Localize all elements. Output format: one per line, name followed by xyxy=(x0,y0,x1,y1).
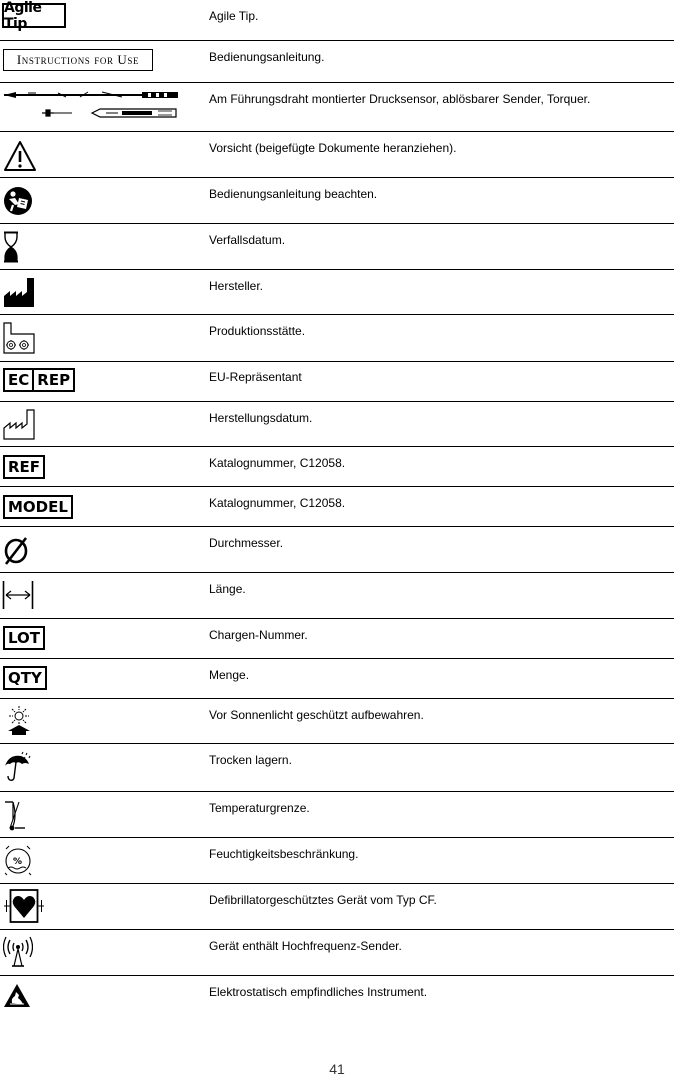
guidewire-torquer-diagram xyxy=(2,89,178,121)
symbol-description: Temperaturgrenze. xyxy=(209,801,310,815)
ec-rep-label xyxy=(3,368,75,392)
svg-text:%: % xyxy=(13,857,23,867)
length-icon xyxy=(2,579,34,611)
table-row xyxy=(0,362,674,402)
consult-manual-icon xyxy=(3,186,33,216)
keep-dry-icon xyxy=(3,750,33,782)
model-label xyxy=(3,495,73,519)
table-row xyxy=(0,838,674,884)
symbol-description: Elektrostatisch empfindliches Instrument. xyxy=(209,985,428,999)
table-row xyxy=(0,41,674,83)
defibrillation-proof-cf-icon xyxy=(3,888,45,924)
table-row xyxy=(0,487,674,527)
symbol-description: Katalognummer, C12058. xyxy=(209,456,346,470)
symbol-description: Produktionsstätte. xyxy=(209,324,306,338)
table-row xyxy=(0,573,674,619)
qty-label-text: QTY xyxy=(3,666,47,690)
esd-sensitive-icon xyxy=(3,983,31,1009)
table-row xyxy=(0,315,674,362)
table-row xyxy=(0,402,674,447)
humidity-limit-icon xyxy=(3,843,33,877)
symbol-description: Durchmesser. xyxy=(209,536,284,550)
table-row xyxy=(0,792,674,838)
symbol-description: Menge. xyxy=(209,668,250,682)
hourglass-icon xyxy=(3,231,19,263)
table-row xyxy=(0,447,674,487)
table-row xyxy=(0,976,674,1024)
symbol-description: Herstellungsdatum. xyxy=(209,411,313,425)
symbol-description: Vor Sonnenlicht geschützt aufbewahren. xyxy=(209,708,424,722)
table-row xyxy=(0,270,674,315)
rep-label-text: REP xyxy=(37,371,71,389)
table-row xyxy=(0,930,674,976)
manufacture-date-icon xyxy=(3,408,35,440)
model-label-text: MODEL xyxy=(3,495,73,519)
table-row xyxy=(0,744,674,792)
table-row xyxy=(0,224,674,270)
symbol-description: Bedienungsanleitung. xyxy=(209,50,325,64)
symbol-description: Katalognummer, C12058. xyxy=(209,496,346,510)
symbol-description: Agile Tip. xyxy=(209,9,259,23)
lot-label xyxy=(3,626,45,650)
ref-label xyxy=(3,455,45,479)
lot-label-text: LOT xyxy=(3,626,45,650)
diameter-icon xyxy=(3,537,29,565)
table-row xyxy=(0,699,674,744)
table-row xyxy=(0,884,674,930)
table-row xyxy=(0,619,674,659)
instructions-for-use-text: Instructions for Use xyxy=(16,52,140,67)
page-number: 41 xyxy=(329,1061,345,1077)
ref-label-text: REF xyxy=(3,455,45,479)
symbol-description: Gerät enthält Hochfrequenz-Sender. xyxy=(209,939,402,953)
symbol-description: Trocken lagern. xyxy=(209,753,292,767)
symbol-description: Hersteller. xyxy=(209,279,264,293)
manufacturer-icon xyxy=(3,276,35,308)
table-row xyxy=(0,178,674,224)
symbol-description: Verfallsdatum. xyxy=(209,233,286,247)
symbol-description: Bedienungsanleitung beachten. xyxy=(209,187,378,201)
symbol-description: EU-Repräsentant xyxy=(209,370,302,384)
symbol-description: Defibrillatorgeschütztes Gerät vom Typ CF. xyxy=(209,893,437,907)
temperature-limit-icon xyxy=(3,798,27,832)
caution-icon xyxy=(3,140,37,172)
keep-from-sunlight-icon xyxy=(4,704,34,736)
qty-label xyxy=(3,666,47,690)
instructions-for-use-label xyxy=(3,49,153,71)
table-row xyxy=(0,132,674,178)
table-row xyxy=(0,527,674,573)
symbol-description: Vorsicht (beigefügte Dokumente heranziehen). xyxy=(209,141,457,155)
symbol-description: Am Führungsdraht montierter Drucksensor, ablösbarer Sender, Torquer. xyxy=(209,92,591,106)
symbol-description: Chargen-Nummer. xyxy=(209,628,308,642)
table-row xyxy=(0,0,674,41)
ec-label-text: EC xyxy=(5,370,34,390)
agile-tip-logo xyxy=(2,0,66,32)
symbol-description: Feuchtigkeitsbeschränkung. xyxy=(209,847,359,861)
symbol-description: Länge. xyxy=(209,582,246,596)
rf-transmitter-icon xyxy=(3,936,33,968)
agile-tip-logo-text: Agile Tip xyxy=(4,0,42,32)
table-row xyxy=(0,659,674,699)
production-site-icon xyxy=(3,320,35,354)
table-row xyxy=(0,83,674,132)
